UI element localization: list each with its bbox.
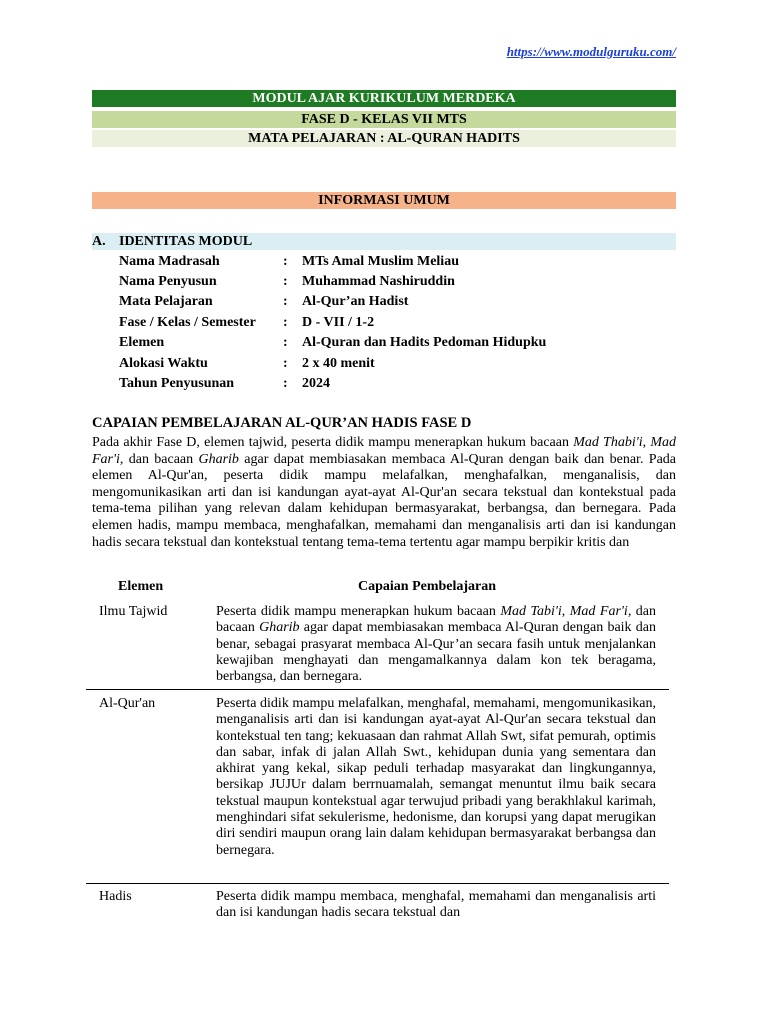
phase-class-band: FASE D - KELAS VII MTS <box>92 111 676 128</box>
table-row-elemen: Al-Qur'an <box>99 696 156 711</box>
identity-label: Alokasi Waktu <box>119 356 208 371</box>
column-header-capaian: Capaian Pembelajaran <box>358 579 497 594</box>
identity-label: Fase / Kelas / Semester <box>119 315 256 330</box>
identity-value: Al-Quran dan Hadits Pedoman Hidupku <box>302 335 547 350</box>
row-divider <box>86 883 669 884</box>
section-title: IDENTITAS MODUL <box>119 234 253 249</box>
general-info-band: INFORMASI UMUM <box>92 192 676 209</box>
identity-value: 2 x 40 menit <box>302 356 375 371</box>
identity-label: Elemen <box>119 335 165 350</box>
identity-value: D - VII / 1-2 <box>302 315 375 330</box>
row-divider <box>86 689 669 690</box>
subject-band: MATA PELAJARAN : AL-QURAN HADITS <box>92 130 676 147</box>
identity-label: Mata Pelajaran <box>119 294 213 309</box>
identity-label: Tahun Penyusunan <box>119 376 235 391</box>
column-header-elemen: Elemen <box>118 579 164 594</box>
identity-value: Muhammad Nashiruddin <box>302 274 455 289</box>
identity-value: MTs Amal Muslim Meliau <box>302 254 459 269</box>
website-link[interactable]: https://www.modulguruku.com/ <box>506 44 676 59</box>
table-row-capaian: Peserta didik mampu melafalkan, menghafal, memahami, mengomunikasikan, menganalisis arti dan isi kandungan ayat-ayat Al-Qur'an secara tekstual dan kontekstual ten tang; kekuasaan dan rahmat Allah Swt, sifat pemurah, optimis dan sabar, infak di jalan Allah Swt., kehidupan dunia yang sementara dan akhirat yang kekal, sikap peduli terhadap masyarakat dan lingkungannya, bersikap JUJUr dalam berrnuamalah, semangat menuntut ilmu baik secara tekstual maupun kontekstual agar terwujud pribadi yang berakhlakul karimah, menghindari sifat sekulerisme, hedonisme, dan korupsi yang dapat merugikan diri sendiri maupun orang lain dalam kehidupan bermasyarakat berbangsa dan bernegara. <box>216 696 656 858</box>
identity-label: Nama Penyusun <box>119 274 217 289</box>
identity-colon: : <box>283 335 288 350</box>
identity-colon: : <box>283 376 288 391</box>
identity-colon: : <box>283 294 288 309</box>
table-row-elemen: Ilmu Tajwid <box>99 604 168 619</box>
learning-outcome-title: CAPAIAN PEMBELAJARAN AL-QUR’AN HADIS FASE D <box>92 415 472 431</box>
learning-outcome-paragraph: Pada akhir Fase D, elemen tajwid, peserta didik mampu menerapkan hukum bacaan Mad Thabi'i, Mad Far'i, dan bacaan Gharib agar dapat membiasakan membaca Al-Quran dengan baik dan benar. Pada elemen Al-Qur'an, peserta didik mampu melafalkan, menghafalkan, menganalisis, dan mengomunikasikan arti dan isi kandungan ayat-ayat Al-Qur'an secara tekstual dan kontekstual pada tema-tema pilihan yang relevan dalam kehidupan bermasyarakat, berbangsa, dan bernegara. Pada elemen hadis, mampu membaca, menghafalkan, memahami dan menganalisis arti dan isi kandungan hadis secara tekstual dan kontekstual tentang tema-tema tertentu agar mampu berpikir kritis dan <box>92 435 677 550</box>
identity-value: Al-Qur’an Hadist <box>302 294 409 309</box>
identity-colon: : <box>283 356 288 371</box>
section-letter: A. <box>92 234 106 249</box>
identity-colon: : <box>283 315 288 330</box>
identity-section-header <box>92 233 676 250</box>
identity-label: Nama Madrasah <box>119 254 220 269</box>
identity-colon: : <box>283 274 288 289</box>
module-title-band: MODUL AJAR KURIKULUM MERDEKA <box>92 90 676 107</box>
table-row-capaian: Peserta didik mampu menerapkan hukum bacaan Mad Tabi'i, Mad Far'i, dan bacaan Gharib agar dapat membiasakan membaca Al-Quran dengan baik dan benar, sebagai prasyarat membaca Al-Qur’an secara fasih untuk menjalankan kewajiban menghayati dan mengamalkannya dalam kon tek beragama, berbangsa, dan bernegara. <box>216 604 657 685</box>
identity-colon: : <box>283 254 288 269</box>
table-row-capaian: Peserta didik mampu membaca, menghafal, memahami dan menganalisis arti dan isi kandungan hadis secara tekstual dan <box>216 889 656 921</box>
table-row-elemen: Hadis <box>99 889 132 904</box>
identity-value: 2024 <box>302 376 330 391</box>
